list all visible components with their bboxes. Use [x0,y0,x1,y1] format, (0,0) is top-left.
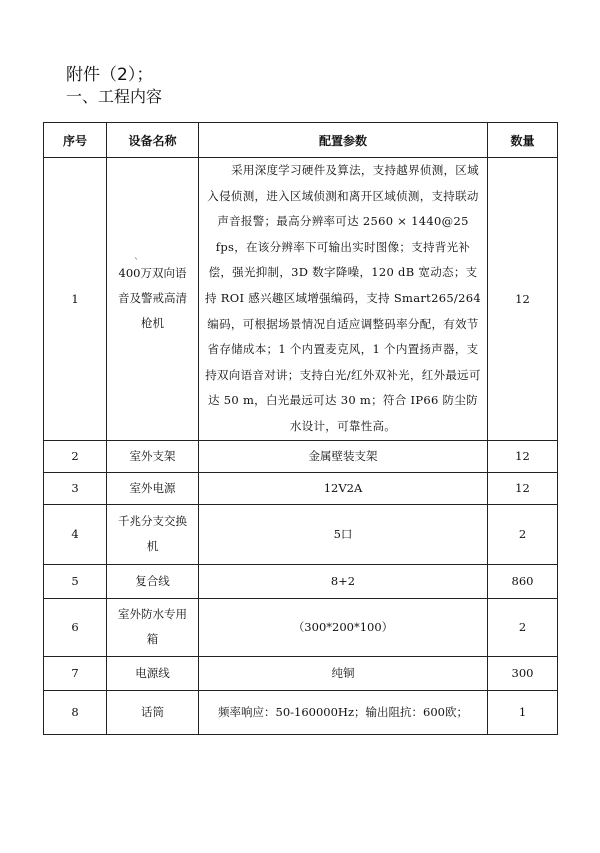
cell-no: 8 [44,690,107,734]
cell-params: 频率响应：50-160000Hz；输出阻抗：600欧； [199,690,488,734]
table-row [44,158,558,441]
cell-qty: 2 [488,598,558,656]
cell-params: 金属壁装支架 [199,440,488,472]
cell-params: 纯铜 [199,656,488,690]
cell-no: 7 [44,656,107,690]
table-row [44,598,558,656]
cell-no: 2 [44,440,107,472]
header-params: 配置参数 [199,123,488,158]
cell-params: （300*200*100） [199,598,488,656]
cell-params: 采用深度学习硬件及算法，支持越界侦测，区域入侵侦测，进入区域侦测和离开区域侦测，支持联动声音报警；最高分辨率可达 2560 × 1440@25 fps，在该分辨率下可输出实时图像；支持背光补偿，强光抑制，3D 数字降噪，120 dB 宽动态；支持 ROI 感兴趣区域增强编码，支持 Smart265/264 编码，可根据场景情况自适应调整码率分配，有效节省存储成本；1 个内置麦克风，1 个内置扬声器，支持双向语音对讲；支持白光/红外双补光，红外最远可达 50 m，白光最远可达 30 m；符合 IP66 防尘防水设计，可靠性高。 [199,158,488,441]
cell-params: 5口 [199,504,488,564]
cell-qty: 860 [488,564,558,598]
cell-name: 电源线 [107,656,199,690]
cell-qty: 12 [488,158,558,441]
attachment-heading: 附件（2）； [66,65,154,85]
cell-qty: 12 [488,440,558,472]
cell-qty: 12 [488,472,558,504]
cell-name: 千兆分支交换机 [107,504,199,564]
cell-no: 6 [44,598,107,656]
cell-no: 1 [44,158,107,441]
stray-mark: ` [134,258,139,269]
cell-no: 3 [44,472,107,504]
cell-qty: 2 [488,504,558,564]
cell-name: 400万双向语音及警戒高清枪机 [107,158,199,441]
table-row [44,656,558,690]
cell-name: 复合线 [107,564,199,598]
table-row [44,504,558,564]
cell-no: 5 [44,564,107,598]
table-row [44,440,558,472]
header-qty: 数量 [488,123,558,158]
cell-qty: 300 [488,656,558,690]
table-row [44,472,558,504]
table-row [44,690,558,734]
cell-params: 8+2 [199,564,488,598]
table-header-row [44,123,558,158]
cell-name: 室外电源 [107,472,199,504]
section-heading: 一、工程内容 [66,87,163,106]
cell-name: 话筒 [107,690,199,734]
header-name: 设备名称 [107,123,199,158]
table-row [44,564,558,598]
cell-name: 室外防水专用箱 [107,598,199,656]
cell-qty: 1 [488,690,558,734]
cell-no: 4 [44,504,107,564]
cell-params: 12V2A [199,472,488,504]
cell-name: 室外支架 [107,440,199,472]
equipment-table [43,122,558,735]
header-no: 序号 [44,123,107,158]
